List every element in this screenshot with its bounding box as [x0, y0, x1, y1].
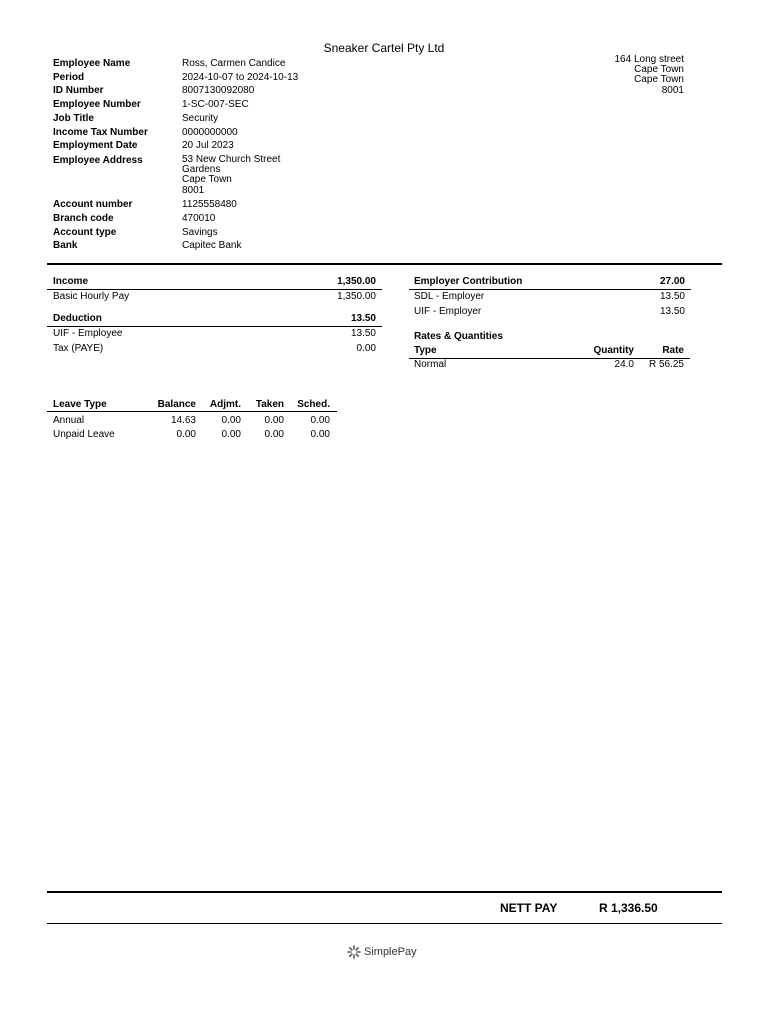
info-value: 1-SC-007-SEC	[182, 99, 249, 110]
leave-cell: 0.00	[264, 429, 284, 440]
info-value: 2024-10-07 to 2024-10-13	[182, 72, 299, 83]
leave-col-type: Leave Type	[53, 399, 107, 410]
info-label: Account type	[53, 227, 117, 238]
income-item-amount: 1,350.00	[337, 291, 376, 302]
info-label: Bank	[53, 240, 78, 251]
leave-col-balance: Balance	[157, 399, 196, 410]
leave-cell: Unpaid Leave	[53, 429, 115, 440]
info-value	[182, 155, 382, 196]
info-value: 0000000000	[182, 127, 238, 138]
info-value: 1125558480	[182, 199, 237, 210]
info-value: Savings	[182, 227, 218, 238]
rates-col-type: Type	[414, 345, 437, 356]
address-line: 8001	[182, 184, 205, 196]
info-label: Income Tax Number	[53, 127, 148, 138]
address-line: Cape Town	[182, 174, 232, 186]
employer-item-amount: 13.50	[659, 306, 685, 317]
income-total: 1,350.00	[337, 276, 376, 287]
company-address-line: 8001	[661, 84, 684, 96]
table-rule	[47, 326, 382, 327]
info-label: Employee Number	[53, 99, 141, 110]
leave-cell: 0.00	[264, 415, 284, 426]
info-label: Employee Address	[53, 155, 143, 166]
nett-pay-label: NETT PAY	[500, 901, 558, 915]
nett-pay-value: R 1,336.50	[599, 901, 658, 915]
rates-col-quantity: Quantity	[593, 345, 634, 356]
info-label: ID Number	[53, 85, 104, 96]
simplepay-logo	[346, 944, 417, 960]
simplepay-logo-icon	[346, 944, 362, 960]
deduction-item-amount: 13.50	[350, 328, 376, 339]
company-address-line: 164 Long street	[614, 54, 684, 65]
employer-item-label: UIF - Employer	[414, 306, 482, 317]
employer-total: 27.00	[659, 276, 685, 287]
leave-cell: 0.00	[310, 429, 330, 440]
deduction-total: 13.50	[350, 313, 376, 324]
leave-cell: 14.63	[170, 415, 196, 426]
leave-col-adjmt: Adjmt.	[209, 399, 241, 410]
leave-cell: 0.00	[176, 429, 196, 440]
rates-title: Rates & Quantities	[414, 331, 503, 342]
deduction-item-label: UIF - Employee	[53, 328, 123, 339]
nett-divider-top	[47, 891, 722, 893]
employer-item-amount: 13.50	[659, 291, 685, 302]
leave-col-sched: Sched.	[297, 399, 330, 410]
info-value: 8007130092080	[182, 85, 255, 96]
info-value: Security	[182, 113, 219, 124]
section-divider	[47, 263, 722, 265]
info-label: Employee Name	[53, 58, 131, 69]
info-value: Capitec Bank	[182, 240, 242, 251]
rates-col-rate: Rate	[662, 345, 684, 356]
info-value: 470010	[182, 213, 216, 224]
info-value: Ross, Carmen Candice	[182, 58, 286, 69]
address-line: Gardens	[182, 164, 221, 176]
income-item-label: Basic Hourly Pay	[53, 291, 130, 302]
address-line: 53 New Church Street	[182, 154, 281, 165]
info-label: Period	[53, 72, 85, 83]
deduction-item-label: Tax (PAYE)	[53, 343, 104, 354]
leave-cell: 0.00	[310, 415, 330, 426]
leave-cell: 0.00	[221, 415, 241, 426]
info-value: 20 Jul 2023	[182, 140, 234, 151]
deduction-header: Deduction	[53, 313, 102, 324]
info-label: Account number	[53, 199, 133, 210]
rates-cell: R 56.25	[648, 359, 684, 370]
company-address-line: Cape Town	[634, 74, 684, 86]
table-rule	[47, 289, 382, 290]
employer-item-label: SDL - Employer	[414, 291, 485, 302]
info-label: Job Title	[53, 113, 94, 124]
employer-header: Employer Contribution	[414, 276, 523, 287]
income-header: Income	[53, 276, 89, 287]
nett-divider-bottom	[47, 923, 722, 924]
company-address-line: Cape Town	[634, 64, 684, 76]
info-label: Branch code	[53, 213, 114, 224]
leave-col-taken: Taken	[255, 399, 284, 410]
leave-cell: 0.00	[221, 429, 241, 440]
leave-cell: Annual	[53, 415, 85, 426]
deduction-item-amount: 0.00	[356, 343, 376, 354]
rates-cell: 24.0	[614, 359, 634, 370]
company-name: Sneaker Cartel Pty Ltd	[323, 41, 445, 55]
company-address	[615, 55, 685, 96]
info-label: Employment Date	[53, 140, 138, 151]
table-rule	[409, 289, 691, 290]
simplepay-logo-text: SimplePay	[364, 946, 417, 958]
rates-cell: Normal	[414, 359, 447, 370]
table-rule	[47, 411, 337, 412]
